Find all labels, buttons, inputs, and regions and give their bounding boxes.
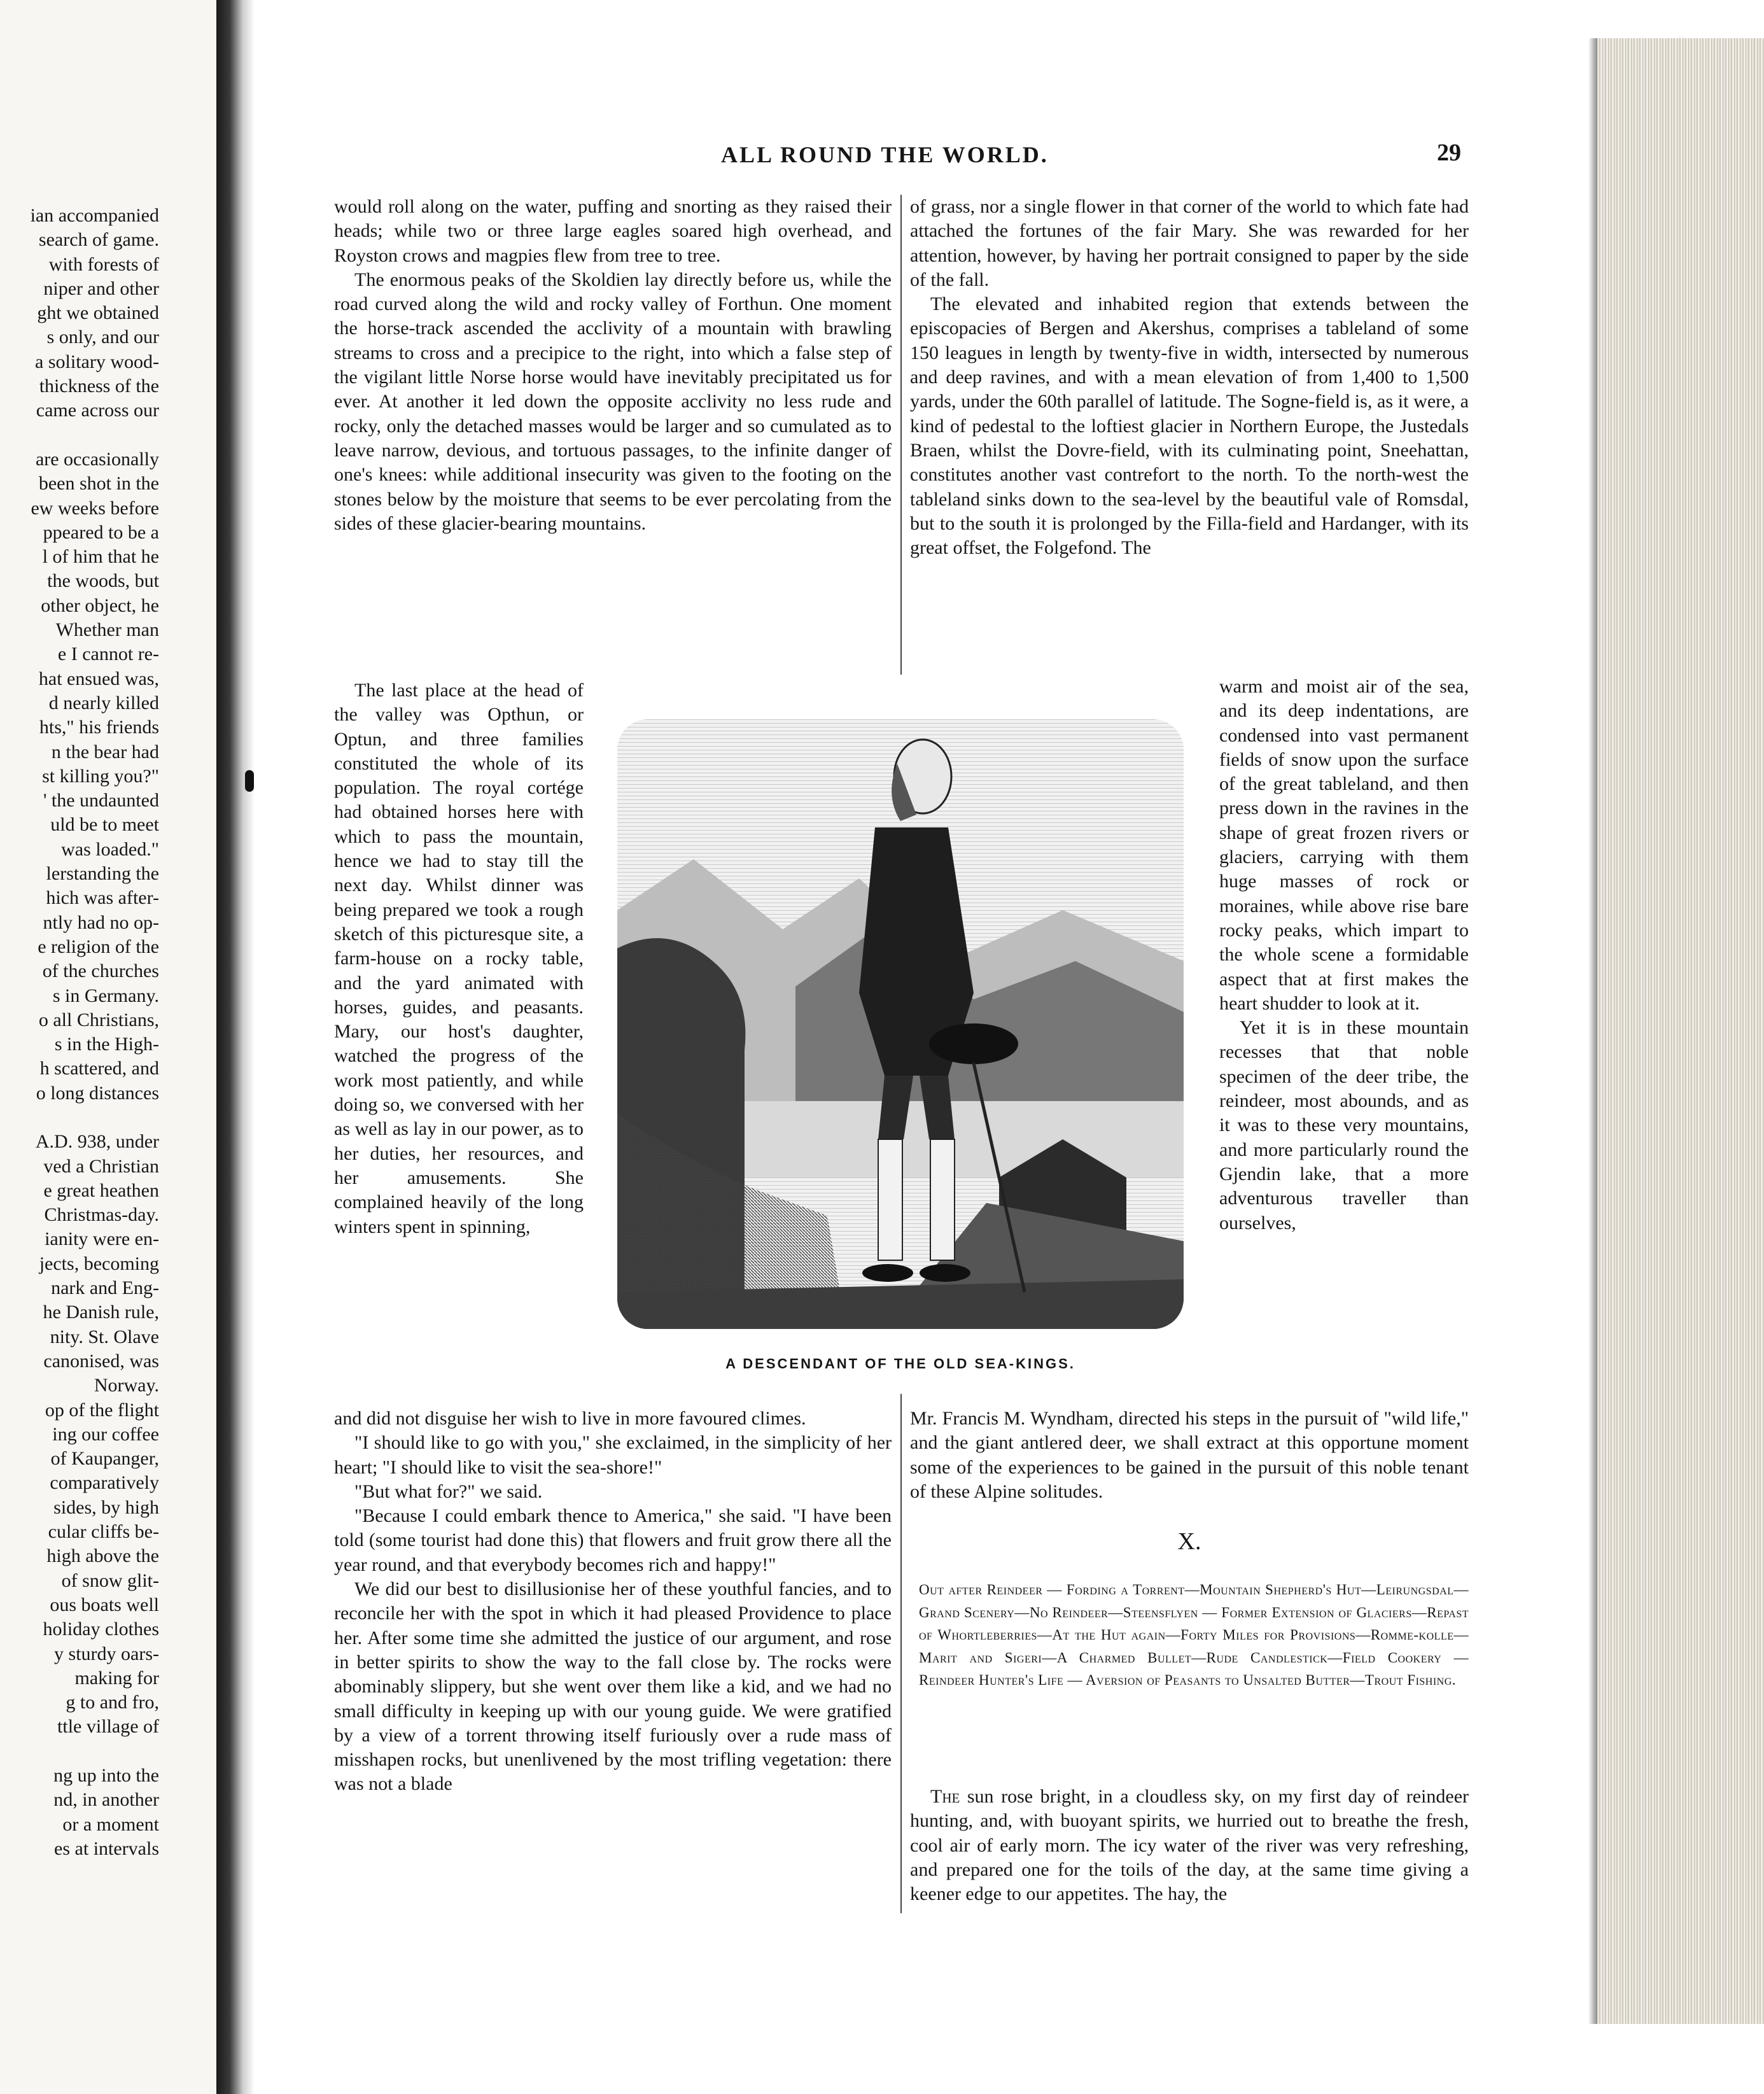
previous-page-line: nity. St. Olave — [50, 1326, 159, 1347]
previous-page-line: of Kaupanger, — [50, 1448, 159, 1470]
previous-page-line: a solitary wood- — [35, 351, 159, 372]
left-column-top — [334, 195, 892, 536]
previous-page-line: h scattered, and — [39, 1058, 159, 1079]
previous-page-line: ' the undaunted — [43, 790, 159, 812]
previous-page-line: A.D. 938, under — [35, 1131, 159, 1153]
previous-page-line: ppeared to be a — [43, 521, 159, 543]
previous-page-line: Norway. — [94, 1375, 159, 1396]
engraving-illustration — [617, 719, 1184, 1329]
previous-page-line: l of him that he — [42, 546, 159, 568]
previous-page-line: n the bear had — [51, 741, 159, 762]
previous-page-line: holiday clothes — [43, 1619, 159, 1640]
previous-page-line: ing our coffee — [52, 1423, 159, 1445]
book-page-edges — [1597, 38, 1764, 2024]
paragraph: The enormous peaks of the Skoldien lay directly before us, while the road curved along the wild and rocky valley of Forthun. One moment the horse-track ascended the acclivity of a mountain with brawling streams to cross and a precipice to the right, into which a false step of the vigilant little Norse horse would have inevitably precipitated us for ever. At another it led down the opposite acclivity no less rude and rocky, only the detached masses would be larger and so cumulated as to leave narrow, devious, and tortuous passages, to the infinite danger of one's knees: while additional insecurity was given to the footing on the stones below by the moisture that seems to be ever percolating from the sides of these glacier-bearing mountains. — [334, 269, 892, 534]
previous-page-line: s only, and our — [46, 327, 159, 348]
paragraph: "Because I could embark thence to America," she said. "I have been told (some tourist had done this) that flowers and fruit grow there all the year round, and that everybody becomes rich and happy!" — [334, 1505, 892, 1575]
chapter-synopsis: Out after Reindeer — Fording a Torrent—Mountain Shepherd's Hut—Leirungsdal—Grand Scenery—No Reindeer—Steensflyen — Former Extension of Glaciers—Repast of Whortleberries—At the Hut again—Forty Miles for Provisions—Romme-kolle—Marit and Sigeri—A Charmed Bullet—Rude Candlestick—Field Cookery — Reindeer Hunter's Life — Aversion of Peasants to Unsalted Butter—Trout Fishing. — [919, 1582, 1469, 1688]
illustration-caption: A DESCENDANT OF THE OLD SEA-KINGS. — [725, 1356, 1075, 1372]
previous-page-line: hat ensued was, — [38, 668, 159, 689]
previous-page-line: with forests of — [48, 253, 159, 275]
previous-page-line: lerstanding the — [46, 863, 159, 885]
previous-page-line: Christmas-day. — [44, 1204, 159, 1226]
previous-page-line: s in the High- — [54, 1034, 159, 1055]
previous-page-line: e religion of the — [38, 936, 159, 957]
page-edge-shadow — [1588, 38, 1597, 2024]
opening-text: sun rose bright, in a cloudless sky, on my first day of reindeer hunting, and, with buoyant spirits, we hurried out to breathe the fresh, cool air of early morn. The icy water of the river was very refreshing, and prepared one for the toils of the day, at the same time giving a keener edge to our appetites. The hay, the — [910, 1786, 1469, 1905]
previous-page-line: e great heathen — [43, 1179, 159, 1201]
paragraph: and did not disguise her wish to live in more favoured climes. — [334, 1408, 806, 1429]
paragraph: "But what for?" we said. — [354, 1480, 543, 1502]
running-head: ALL ROUND THE WORLD. — [721, 142, 1049, 167]
left-column-wrap — [334, 678, 584, 1239]
paragraph: Mr. Francis M. Wyndham, directed his steps in the pursuit of "wild life," and the giant antlered deer, we shall extract at this opportune moment some of the experiences to be gained in the pursuit of this noble tenant of these Alpine solitudes. — [910, 1408, 1469, 1502]
paragraph: The last place at the head of the valley was Opthun, or Optun, and three families constituted the whole of its population. The royal cortége had obtained horses here with which to pass the mountain, hence we had to stay till the next day. Whilst dinner was being prepared we took a rough sketch of this picturesque site, a farm-house on a rocky table, and the yard animated with horses, guides, and peasants. Mary, our host's daughter, watched the progress of the work most patiently, and while doing so, we conversed with her as well as lay in our power, as to her duties, her resources, and her amusements. She complained heavily of the long winters spent in spinning, — [334, 680, 584, 1237]
previous-page-line: d nearly killed — [48, 692, 159, 713]
previous-page-line — [0, 1739, 159, 1764]
previous-page-line: he Danish rule, — [43, 1302, 159, 1323]
previous-page-line: s in Germany. — [52, 985, 159, 1006]
previous-page-line — [0, 423, 159, 447]
previous-page-line: ian accompanied — [30, 205, 159, 226]
left-column-bottom — [334, 1407, 892, 1797]
right-column-wrap — [1219, 675, 1469, 1235]
previous-page-line: comparatively — [50, 1472, 159, 1494]
previous-page-line — [0, 1106, 159, 1130]
previous-page-line: cular cliffs be- — [48, 1521, 159, 1543]
previous-page-line: hts," his friends — [39, 717, 159, 738]
previous-page-line: or a moment — [62, 1813, 159, 1835]
previous-page-line: ght we obtained — [37, 302, 159, 324]
previous-page-line: g to and fro, — [66, 1692, 159, 1713]
previous-page-line: canonised, was — [43, 1350, 159, 1372]
previous-page-line: been shot in the — [38, 473, 159, 495]
previous-page-line: ous boats well — [50, 1594, 159, 1615]
paragraph: Yet it is in these mountain recesses that that noble specimen of the deer tribe, the reindeer, most abounds, and as it was to these very mountains, and more particularly round the Gjendin lake, that a more adventurous traveller than ourselves, — [1219, 1017, 1469, 1233]
previous-page-line: niper and other — [43, 278, 159, 299]
previous-page-line: jects, becoming — [39, 1253, 159, 1274]
previous-page-line: of the churches — [42, 960, 159, 982]
previous-page-line: e I cannot re- — [57, 643, 159, 665]
previous-page-line: ntly had no op- — [43, 911, 159, 933]
previous-page-column — [0, 204, 159, 1861]
previous-page-line: ng up into the — [53, 1765, 159, 1786]
previous-page-line: thickness of the — [39, 376, 159, 397]
book-gutter — [216, 0, 255, 2094]
paragraph: We did our best to disillusionise her of these youthful fancies, and to reconcile her with the spot in which it had pleased Providence to place her. After some time she admitted the justice of our argument, and rose in better spirits to show the way to the fall close by. The rocks were abominably slippery, but she went over them like a kid, and we had no small difficulty in keeping up with our young guide. We were gratified by a view of a torrent throwing itself furiously over a rude mass of misshapen rocks, but unenlivened by the most trifling vegetation: there was not a blade — [334, 1578, 892, 1795]
previous-page-line: was loaded." — [61, 838, 159, 860]
previous-page-line: ianity were en- — [45, 1228, 159, 1250]
previous-page-line: ved a Christian — [43, 1155, 159, 1177]
binding-mark — [245, 770, 254, 792]
chapter-number: X. — [1177, 1528, 1201, 1555]
previous-page-line: high above the — [46, 1545, 159, 1567]
previous-page-line: st killing you?" — [42, 765, 159, 787]
previous-page-line: nark and Eng- — [51, 1277, 159, 1299]
page-number: 29 — [1437, 139, 1461, 166]
previous-page-line: are occasionally — [35, 448, 159, 470]
previous-page-line: uld be to meet — [50, 814, 159, 836]
previous-page-line: y sturdy oars- — [54, 1643, 159, 1664]
paragraph: of grass, nor a single flower in that corner of the world to which fate had attached the fortunes of the fair Mary. She was rewarded for her attention, however, by having her portrait consigned to paper by the side of the fall. — [910, 196, 1469, 290]
previous-page-line: nd, in another — [53, 1789, 159, 1811]
previous-page-line: o long distances — [36, 1082, 159, 1104]
right-column-top — [910, 195, 1469, 560]
previous-page-line: of snow glit- — [61, 1570, 159, 1591]
previous-page-line: es at intervals — [54, 1838, 159, 1859]
chapter-opening — [910, 1785, 1469, 1906]
paragraph: "I should like to go with you," she exclaimed, in the simplicity of her heart; "I should like to visit the sea-shore!" — [334, 1432, 892, 1478]
paragraph: warm and moist air of the sea, and its deep indentations, are condensed into vast permanent fields of snow upon the surface of the great tableland, and then press down in the ravines in the shape of great frozen rivers or glaciers, carrying with them huge masses of rock or moraines, while above rise bare rocky peaks, which impart to the whole scene a formidable aspect that at first makes the heart shudder to look at it. — [1219, 676, 1469, 1014]
previous-page-line: o all Christians, — [38, 1009, 159, 1030]
previous-page-line: hich was after- — [46, 887, 159, 909]
previous-page-line: search of game. — [38, 229, 159, 251]
previous-page-line: other object, he — [41, 594, 159, 616]
right-column-bottom — [910, 1407, 1469, 1504]
previous-page-line: ttle village of — [57, 1716, 159, 1738]
previous-page-fragment — [0, 0, 216, 2094]
previous-page-line: ew weeks before — [31, 497, 159, 519]
previous-page-line: Whether man — [55, 619, 159, 641]
paragraph: The elevated and inhabited region that extends between the episcopacies of Bergen and Akershus, comprises a tableland of some 150 leagues in length by twenty-five in width, intersected by numerous and deep ravines, and with a mean elevation of from 1,400 to 1,500 yards, under the 60th parallel of latitude. The Sogne-field is, as it were, a kind of pedestal to the loftiest glacier in Northern Europe, the Justedals Braen, whilst the Dovre-field, with its culminating point, Sneehattan, constitutes another vast contrefort to the north. To the north-west the tableland sinks down to the sea-level by the beautiful vale of Romsdal, but to the south it is prolonged by the Filla-field and Hardanger, with its great offset, the Folgefond. The — [910, 293, 1469, 559]
sea-king-engraving — [617, 719, 1184, 1329]
previous-page-line: op of the flight — [45, 1399, 159, 1421]
previous-page-line: sides, by high — [53, 1496, 159, 1518]
paragraph: would roll along on the water, puffing and snorting as they raised their heads; while two or three large eagles soared high overhead, and Royston crows and magpies flew from tree to tree. — [334, 196, 892, 266]
opening-word: The — [930, 1786, 960, 1807]
previous-page-line: came across our — [36, 400, 159, 421]
previous-page-line: the woods, but — [47, 570, 159, 592]
previous-page-line: making for — [74, 1667, 159, 1689]
paragraph — [910, 1785, 1469, 1906]
